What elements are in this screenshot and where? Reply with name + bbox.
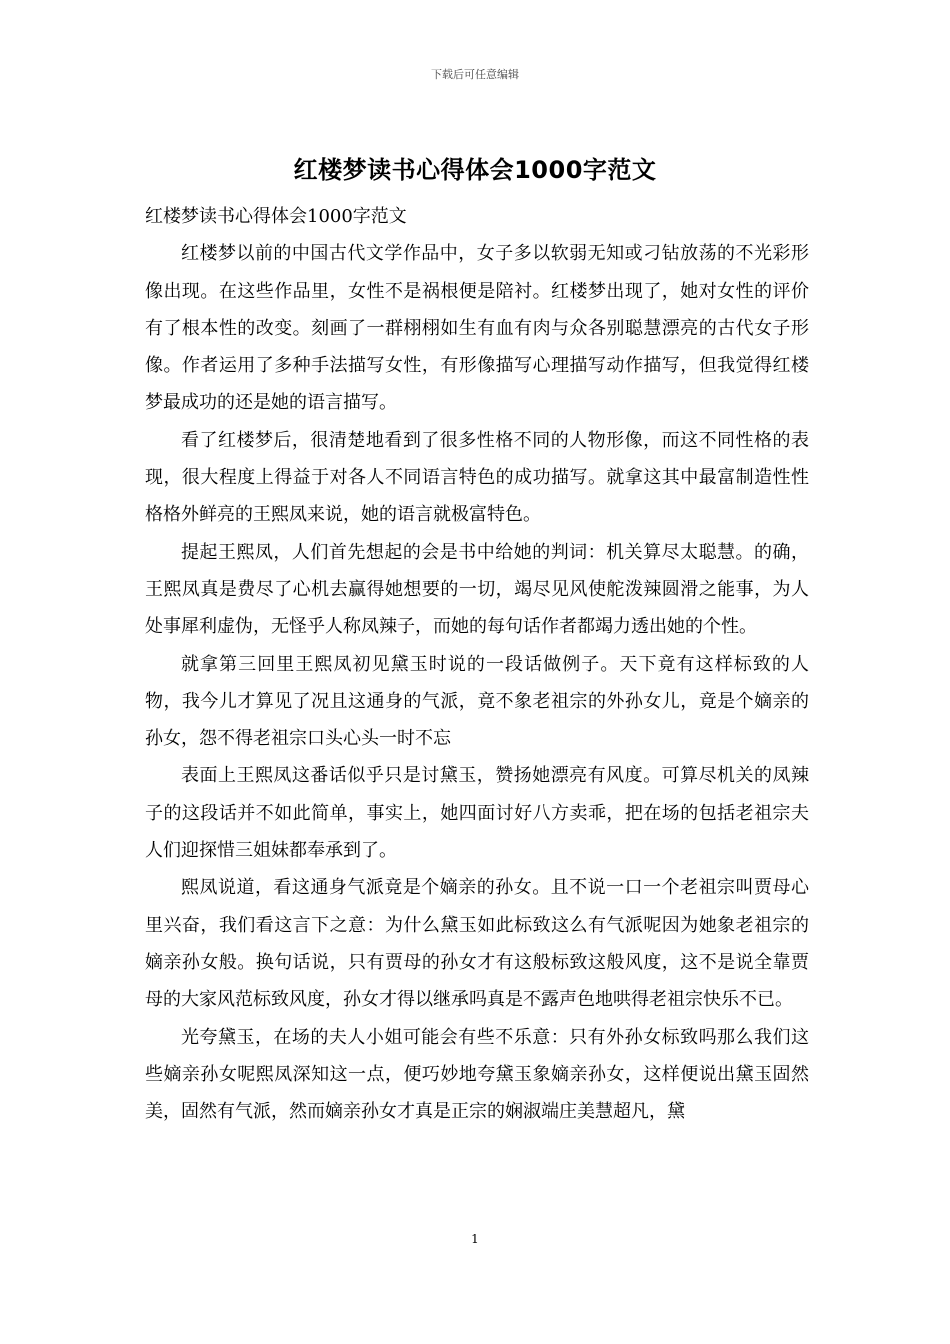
paragraph: 提起王熙凤，人们首先想起的会是书中给她的判词：机关算尽太聪慧。的确，王熙凤真是费尽了心机去赢得她想要的一切，竭尽见风使舵泼辣圆滑之能事，为人处事犀利虚伪，无怪乎人称凤辣子，而她的每句话作者都竭力透出她的个性。 xyxy=(145,541,809,638)
paragraph: 红楼梦以前的中国古代文学作品中，女子多以软弱无知或刁钻放荡的不光彩形像出现。在这些作品里，女性不是祸根便是陪衬。红楼梦出现了，她对女性的评价有了根本性的改变。刻画了一群栩栩如生有血有肉与众各别聪慧漂亮的古代女子形像。作者运用了多种手法描写女性，有形像描写心理描写动作描写，但我觉得红楼梦最成功的还是她的语言描写。 xyxy=(145,243,809,414)
document-subtitle: 红楼梦读书心得体会1000字范文 xyxy=(145,206,407,227)
paragraph: 就拿第三回里王熙凤初见黛玉时说的一段话做例子。天下竟有这样标致的人物，我今儿才算见了况且这通身的气派，竟不象老祖宗的外孙女儿，竟是个嫡亲的孙女，怨不得老祖宗口头心头一时不忘 xyxy=(145,653,809,750)
page-header-note: 下载后可任意编辑 xyxy=(431,68,519,81)
paragraph: 熙凤说道，看这通身气派竟是个嫡亲的孙女。且不说一口一个老祖宗叫贾母心里兴奋，我们看这言下之意：为什么黛玉如此标致这么有气派呢因为她象老祖宗的嫡亲孙女般。换句话说，只有贾母的孙女才有这般标致这般风度，这不是说全靠贾母的大家风范标致风度，孙女才得以继承吗真是不露声色地哄得老祖宗快乐不已。 xyxy=(145,877,809,1011)
document-title: 红楼梦读书心得体会1000字范文 xyxy=(293,156,657,184)
document-body xyxy=(145,198,809,1130)
page-number: 1 xyxy=(471,1232,479,1246)
paragraph: 表面上王熙凤这番话似乎只是讨黛玉，赞扬她漂亮有风度。可算尽机关的凤辣子的这段话并不如此简单，事实上，她四面讨好八方卖乖，把在场的包括老祖宗夫人们迎探惜三姐妹都奉承到了。 xyxy=(145,765,809,862)
paragraph: 光夸黛玉，在场的夫人小姐可能会有些不乐意：只有外孙女标致吗那么我们这些嫡亲孙女呢熙凤深知这一点，便巧妙地夸黛玉象嫡亲孙女，这样便说出黛玉固然美，固然有气派，然而嫡亲孙女才真是正宗的娴淑端庄美慧超凡，黛 xyxy=(145,1026,809,1123)
paragraph: 看了红楼梦后，很清楚地看到了很多性格不同的人物形像，而这不同性格的表现，很大程度上得益于对各人不同语言特色的成功描写。就拿这其中最富制造性性格格外鲜亮的王熙凤来说，她的语言就极富特色。 xyxy=(145,429,809,526)
